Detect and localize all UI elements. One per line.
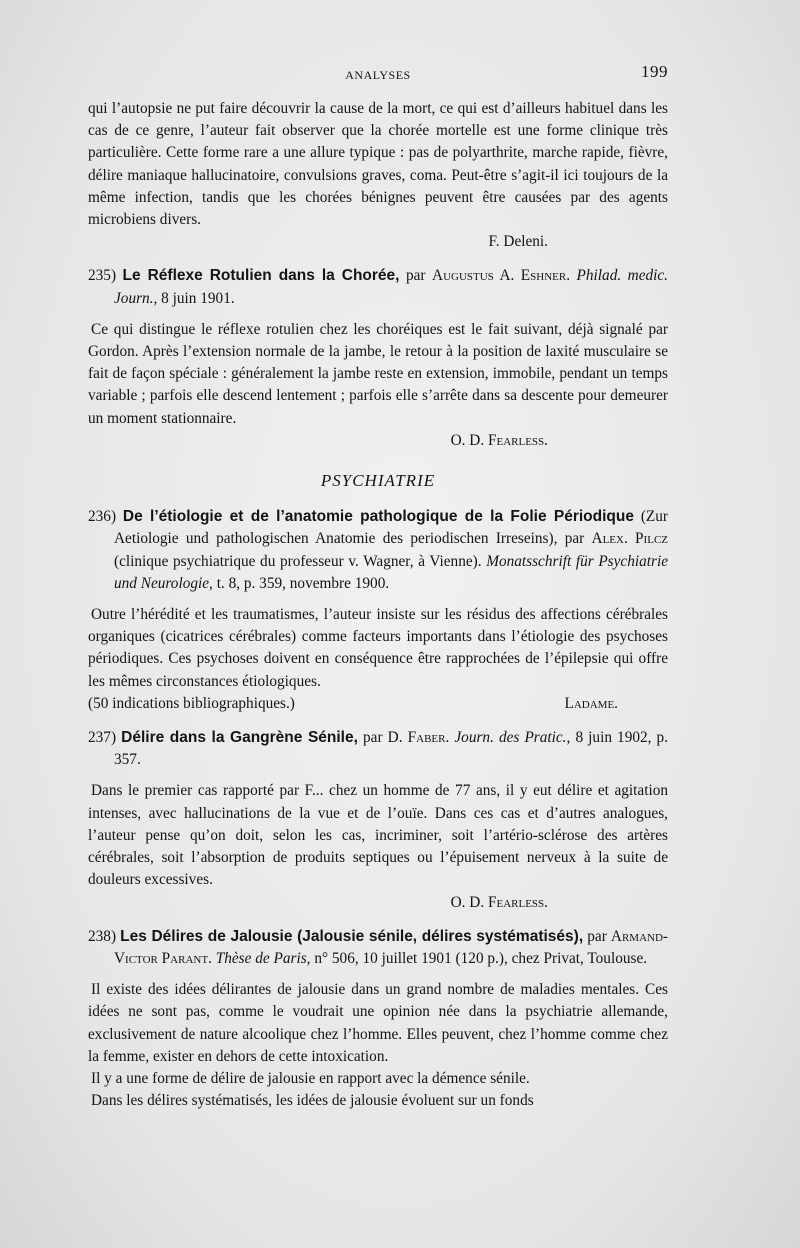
entry-235-title: Le Réflexe Rotulien dans la Chorée, [122, 267, 400, 285]
entry-236-author: Alex. Pilcz [591, 530, 668, 548]
entry-238-author: Armand-Victor Parant. [114, 927, 669, 967]
entry-238-journal: Thèse de Paris, [215, 949, 311, 967]
entry-235-by: par [405, 267, 426, 285]
entry-237-heading [88, 727, 668, 771]
running-title: ANALYSES [345, 68, 411, 82]
entry-236-footer [88, 693, 668, 715]
page-header [88, 62, 668, 86]
entry-238-number: 238) [88, 927, 117, 945]
entry-237-signature: O. D. Fearless. [450, 893, 548, 911]
entry-235-number: 235) [88, 267, 117, 285]
entry-237-title: Délire dans la Gangrène Sénile, [121, 729, 358, 747]
intro-paragraph: qui l’autopsie ne put faire découvrir la cause de la mort, ce qui est d’ailleurs habituel dans les cas de ce genre, l’auteur fait observer que la chorée mortelle est une forme clinique très particulière. Cette forme rare a une allure typique : pas de polyarthrite, marche rapide, fièvre, délire maniaque hallucinatoire, convulsions graves, coma. Peut-être s’agit-il ici toujours de la même infection, tandis que les chorées bénignes peuvent être causées par des agents microbiens divers. [88, 100, 668, 229]
entry-237-text: Dans le premier cas rapporté par F... chez un homme de 77 ans, il y eut délire et agitation intenses, avec hallucinations de la vue et de l’ouïe. Dans ces cas et d’autres analogues, l’auteur pense qu’on doit, selon les cas, incriminer, soit l’artério-sclérose des artères cérébrales, soit l’absorption de produits septiques ou l’épuisement nerveux à la suite de douleurs excessives. [88, 782, 668, 889]
entry-236-affiliation: (clinique psychiatrique du professeur v. Wagner, à Vienne). [114, 552, 482, 570]
entry-238-text-1: Il existe des idées délirantes de jalousie dans un grand nombre de maladies mentales. Ces idées ne sont pas, comme le voudrait une opinion née dans la psychiatrie allemande, exclusivement de nature alcoolique chez l’homme. Elles peuvent, chez l’homme comme chez la femme, exister en dehors de cette intoxication. [88, 981, 668, 1065]
entry-235-date: 8 juin 1901. [161, 289, 235, 307]
entry-236-journal: Monatsschrift für Psychiatrie und Neurologie, [114, 552, 669, 592]
page-body [88, 98, 668, 1112]
entry-237-author: D. Faber. [387, 729, 450, 747]
entry-236-biblio: (50 indications bibliographiques.) [88, 694, 295, 712]
entry-236-signature: Ladame. [564, 694, 618, 712]
entry-237-by: par [363, 729, 383, 747]
entry-237-date: 8 juin 1902, p. 357. [114, 729, 669, 769]
page-number: 199 [641, 62, 668, 81]
entry-235-journal: Philad. medic. Journ., [114, 267, 669, 307]
entry-236-text: Outre l’hérédité et les traumatismes, l’auteur insiste sur les résidus des affections cérébrales organiques (cicatrices cérébrales) comme facteurs importants dans l’étiologie des psychoses périodiques. Ces psychoses doivent en conséquence être rapprochées de l’épilepsie qui offre les mêmes circonstances étiologiques. [88, 606, 668, 690]
entry-238-text-3: Dans les délires systématisés, les idées de jalousie évoluent sur un fonds [91, 1092, 534, 1110]
entry-238-heading [88, 926, 668, 970]
section-title: PSYCHIATRIE [320, 471, 436, 491]
entry-238-title: Les Délires de Jalousie (Jalousie sénile, délires systématisés), [120, 927, 584, 945]
entry-236-ref: t. 8, p. 359, novembre 1900. [216, 574, 390, 592]
entry-238-by: par [587, 927, 607, 945]
entry-238-text-2: Il y a une forme de délire de jalousie en rapport avec la démence sénile. [91, 1069, 530, 1087]
entry-235-heading [88, 265, 668, 309]
entry-236-number: 236) [88, 508, 117, 526]
entry-235-text: Ce qui distingue le réflexe rotulien chez les choréiques est le fait suivant, déjà signalé par Gordon. Après l’extension normale de la jambe, le retour à la position de laxité musculaire se fait de façon spéciale : généralement la jambe reste en extension, immobile, pendant un temps variable ; parfois elle descend lentement ; parfois elle s’arrête dans sa descente pour demeurer un moment stationnaire. [88, 320, 668, 427]
entry-235-signature: O. D. Fearless. [450, 431, 548, 449]
entry-236-heading [88, 506, 668, 595]
entry-236-title: De l’étiologie et de l’anatomie pathologique de la Folie Périodique [122, 508, 634, 526]
entry-237-number: 237) [88, 729, 117, 747]
entry-235-author: Augustus A. Eshner. [432, 267, 571, 285]
entry-236-original-title: (Zur Aetiologie und pathologischen Anatomie des periodischen Irreseins), par [114, 508, 669, 548]
intro-signature: F. Deleni. [488, 233, 548, 251]
entry-238-ref: n° 506, 10 juillet 1901 (120 p.), chez Privat, Toulouse. [314, 949, 648, 967]
entry-237-journal: Journ. des Pratic., [454, 729, 571, 747]
